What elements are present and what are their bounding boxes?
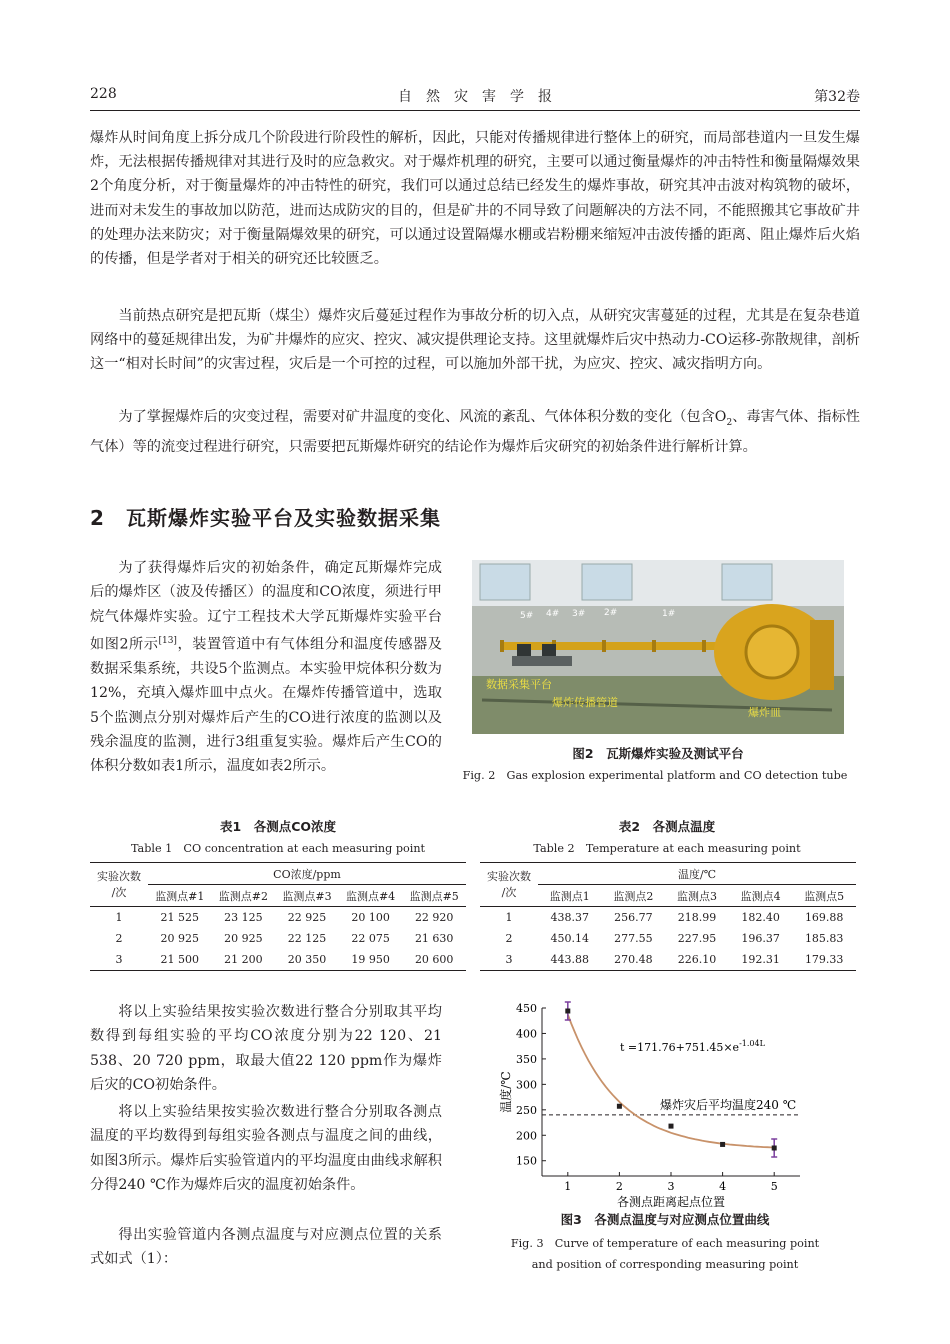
table-cell: 443.88 [550, 953, 590, 966]
table-2-col-5: 监测点5 [804, 889, 845, 903]
table-cell: 226.10 [677, 953, 717, 966]
paragraph-4-text-a: 为了获得爆炸后灾的初始条件，确定瓦斯爆炸完成后的爆炸区（波及传播区）的温度和CO浓度，须进行甲烷气体爆炸实验。辽宁工程技术大学瓦斯爆炸实验平台如图2所示 [90, 560, 442, 653]
table-2-col-1: 监测点1 [549, 889, 590, 903]
paragraph-7: 得出实验管道内各测点温度与对应测点位置的关系式如式（1）： [90, 1227, 442, 1268]
table-cell: 22 125 [287, 932, 327, 945]
equation-base: t =171.76+751.45×e [620, 1041, 740, 1054]
table-cell: 20 600 [414, 953, 454, 966]
table-1-caption-cn: 表1 各测点CO浓度 [220, 819, 336, 834]
table-cell: 270.48 [614, 953, 653, 966]
y-tick-label: 400 [516, 1027, 537, 1041]
table-1-group-header: CO浓度/ppm [148, 863, 466, 885]
table-row [90, 928, 466, 949]
table-cell: 277.55 [614, 932, 653, 945]
table-cell: 22 075 [351, 932, 390, 945]
header-rule [90, 110, 860, 111]
table-cell: 20 350 [287, 953, 327, 966]
figure-2-caption-en: Fig. 2 Gas explosion experimental platform and CO detection tube [462, 769, 848, 782]
table-2-caption-cn: 表2 各测点温度 [618, 819, 716, 834]
paragraph-4-text-b: ，装置管道中有气体组分和温度传感器及数据采集系统，共设5个监测点。本实验甲烷体积分数为12%，充填入爆炸皿中点火。在爆炸传播管道中，选取5个监测点分别对爆炸后产生的CO进行浓度的监测以及残余温度的监测，进行3组重复实验。爆炸后产生CO的体积分数如表1所示，温度如表2所示。 [90, 636, 442, 775]
table-cell: 21 200 [224, 953, 263, 966]
label-vessel: 爆炸皿 [748, 706, 781, 719]
table-2-col-2: 监测点2 [613, 889, 654, 903]
y-tick-label: 250 [516, 1103, 537, 1117]
paragraph-6: 将以上实验结果按实验次数进行整合分别取各测点温度的平均数得到每组实验各测点与温度之间的曲线，如图3所示。爆炸后实验管道内的平均温度由曲线求解积分得240 ℃作为爆炸后灾的温度初始条件。 [90, 1104, 442, 1193]
daq-desk [512, 656, 572, 666]
y-tick-label: 200 [516, 1129, 537, 1143]
y-tick-label: 300 [516, 1078, 537, 1092]
paragraph-2: 当前热点研究是把瓦斯（煤尘）爆炸灾后蔓延过程作为事故分析的切入点，从研究灾害蔓延的过程，尤其是在复杂巷道网络中的蔓延规律出发，为矿井爆炸的应灾、控灾、减灾提供理论支持。这里就爆炸后灾中热动力-CO运移-弥散规律，剖析这一“相对长时间”的灾害过程，灾后是一个可控的过程，可以施加外部干扰，为应灾、控灾、减灾指明方向。 [90, 308, 860, 373]
paragraph-3-text-b: 、毒害气体、指标性气体）等的流变过程进行研究，只需要把瓦斯爆炸研究的结论作为爆炸后灾研究的初始条件进行解析计算。 [90, 409, 860, 456]
figure-2-photo [472, 560, 844, 734]
table-1-col-5: 监测点#5 [409, 889, 459, 903]
page-number: 228 [90, 86, 117, 102]
x-tick-label: 2 [615, 1180, 623, 1193]
table-2-col-3: 监测点3 [676, 889, 717, 903]
pipe-flange [702, 640, 706, 652]
window-right [722, 564, 772, 600]
vessel-door [746, 626, 798, 678]
table-cell: 22 920 [414, 911, 454, 924]
table-2-col-4: 监测点4 [740, 889, 781, 903]
table-2-group-header: 温度/℃ [538, 863, 856, 885]
table-cell: 182.40 [741, 911, 780, 924]
table-1-row-header: 实验次数 /次 [97, 869, 141, 899]
data-point [565, 1009, 570, 1014]
table-1-col-3: 监测点#3 [282, 889, 332, 903]
table-row [480, 949, 856, 971]
table-row [90, 949, 466, 971]
table-1 [90, 862, 466, 971]
equation-label [620, 1039, 766, 1054]
x-tick-label: 3 [667, 1180, 675, 1193]
table-row [480, 907, 856, 929]
table-cell: 256.77 [614, 911, 653, 924]
label-4: 4# [546, 609, 560, 619]
monitor [517, 644, 531, 656]
table-cell: 19 950 [351, 953, 390, 966]
data-point [669, 1124, 674, 1129]
citation-ref: [13] [158, 635, 177, 646]
table-cell: 438.37 [550, 911, 590, 924]
data-point [617, 1104, 622, 1109]
table-cell: 227.95 [677, 932, 717, 945]
table-cell: 185.83 [804, 932, 844, 945]
o2-subscript: 2 [726, 417, 733, 428]
paragraph-3-text-a: 为了掌握爆炸后的灾变过程，需要对矿井温度的变化、风流的紊乱、气体体积分数的变化（包含O [118, 409, 727, 425]
table-1-col-4: 监测点#4 [345, 889, 396, 903]
pipe-flange [500, 640, 504, 652]
label-1: 1# [662, 609, 676, 619]
figure-3-caption-en-2: and position of corresponding measuring point [531, 1258, 799, 1271]
figure-2-illustration [472, 560, 844, 734]
table-2-body [480, 907, 856, 971]
table-2 [480, 862, 856, 971]
row-label: 1 [115, 911, 123, 924]
x-tick-label: 5 [770, 1180, 778, 1193]
pipe [500, 642, 750, 650]
window-left [480, 564, 530, 600]
label-daq: 数据采集平台 [486, 678, 552, 691]
row-label: 1 [505, 911, 513, 924]
row-label: 3 [505, 953, 513, 966]
table-cell: 20 100 [351, 911, 390, 924]
label-3: 3# [572, 609, 586, 619]
label-2: 2# [604, 608, 618, 618]
table-cell: 192.31 [741, 953, 780, 966]
y-tick-label: 350 [516, 1052, 537, 1066]
pipe-flange [652, 640, 656, 652]
row-label: 2 [505, 932, 513, 945]
table-cell: 20 925 [224, 932, 263, 945]
journal-title: 自 然 灾 害 学 报 [398, 89, 552, 105]
table-cell: 218.99 [677, 911, 717, 924]
table-2-caption-en: Table 2 Temperature at each measuring point [533, 842, 801, 855]
row-label: 3 [115, 953, 123, 966]
y-tick-label: 150 [516, 1154, 537, 1168]
table-2-row-header: 实验次数 /次 [487, 869, 531, 899]
paragraph-4 [90, 556, 442, 778]
table-cell: 23 125 [224, 911, 263, 924]
vessel-frame [810, 620, 834, 690]
volume-number: 第32卷 [814, 89, 860, 105]
table-cell: 21 525 [160, 911, 200, 924]
equation-exponent: -1.04L [739, 1039, 765, 1048]
table-cell: 169.88 [804, 911, 844, 924]
figure-3-caption-en-1: Fig. 3 Curve of temperature of each measuring point [510, 1237, 820, 1250]
x-tick-label: 1 [564, 1180, 572, 1193]
table-cell: 21 500 [160, 953, 200, 966]
y-tick-label: 450 [516, 1002, 537, 1015]
figure-2-caption-cn: 图2 瓦斯爆炸实验及测试平台 [572, 746, 744, 761]
table-cell: 22 925 [287, 911, 327, 924]
data-point [720, 1142, 725, 1147]
window-center [582, 564, 632, 600]
section-heading [90, 502, 441, 531]
table-row [480, 928, 856, 949]
table-cell: 179.33 [804, 953, 844, 966]
label-pipe: 爆炸传播管道 [552, 696, 618, 709]
row-label: 2 [115, 932, 123, 945]
table-1-col-1: 监测点#1 [155, 889, 205, 903]
reference-line-label: 爆炸灾后平均温度240 ℃ [660, 1097, 797, 1112]
data-point [772, 1146, 777, 1151]
label-5: 5# [520, 611, 534, 621]
y-axis-label: 温度/℃ [499, 1071, 513, 1113]
table-1-caption-en: Table 1 CO concentration at each measuring point [130, 842, 426, 855]
paragraph-5: 将以上实验结果按实验次数进行整合分别取其平均数得到每组实验的平均CO浓度分别为22 120、21 538、20 720 ppm，取最大值22 120 ppm作为爆炸后灾的CO初始条件。 [90, 1004, 442, 1093]
x-tick-label: 4 [719, 1180, 727, 1193]
table-cell: 21 630 [414, 932, 454, 945]
figure-3-chart [490, 996, 820, 1208]
table-1-col-2: 监测点#2 [218, 889, 268, 903]
section-number: 2 [90, 506, 105, 530]
section-title: 瓦斯爆炸实验平台及实验数据采集 [126, 506, 441, 530]
table-row [90, 907, 466, 929]
paragraph-1: 爆炸从时间角度上拆分成几个阶段进行阶段性的解析，因此，只能对传播规律进行整体上的研究，而局部巷道内一旦发生爆炸，无法根据传播规律对其进行及时的应急救灾。对于爆炸机理的研究，主要可以通过衡量爆炸的冲击特性和衡量隔爆效果2个角度分析，对于衡量爆炸的冲击特性的研究，我们可以通过总结已经发生的爆炸事故，研究其冲击波对构筑物的破坏，进而对未发生的事故加以防范，进而达成防灾的目的，但是矿井的不同导致了问题解决的方法不同，不能照搬其它事故矿井的处理办法来防灾；对于衡量隔爆效果的研究，可以通过设置隔爆水棚或岩粉棚来缩短冲击波传播的距离、阻止爆炸后火焰的传播，但是学者对于相关的研究还比较匮乏。 [90, 130, 860, 268]
monitor [542, 644, 556, 656]
table-cell: 196.37 [741, 932, 780, 945]
x-axis-label: 各测点距离起点位置 [616, 1195, 726, 1208]
figure-3-caption-cn: 图3 各测点温度与对应测点位置曲线 [560, 1212, 770, 1227]
table-1-body [90, 907, 466, 971]
table-cell: 450.14 [550, 932, 590, 945]
table-cell: 20 925 [160, 932, 200, 945]
paragraph-3 [90, 405, 860, 459]
pipe-flange [602, 640, 606, 652]
